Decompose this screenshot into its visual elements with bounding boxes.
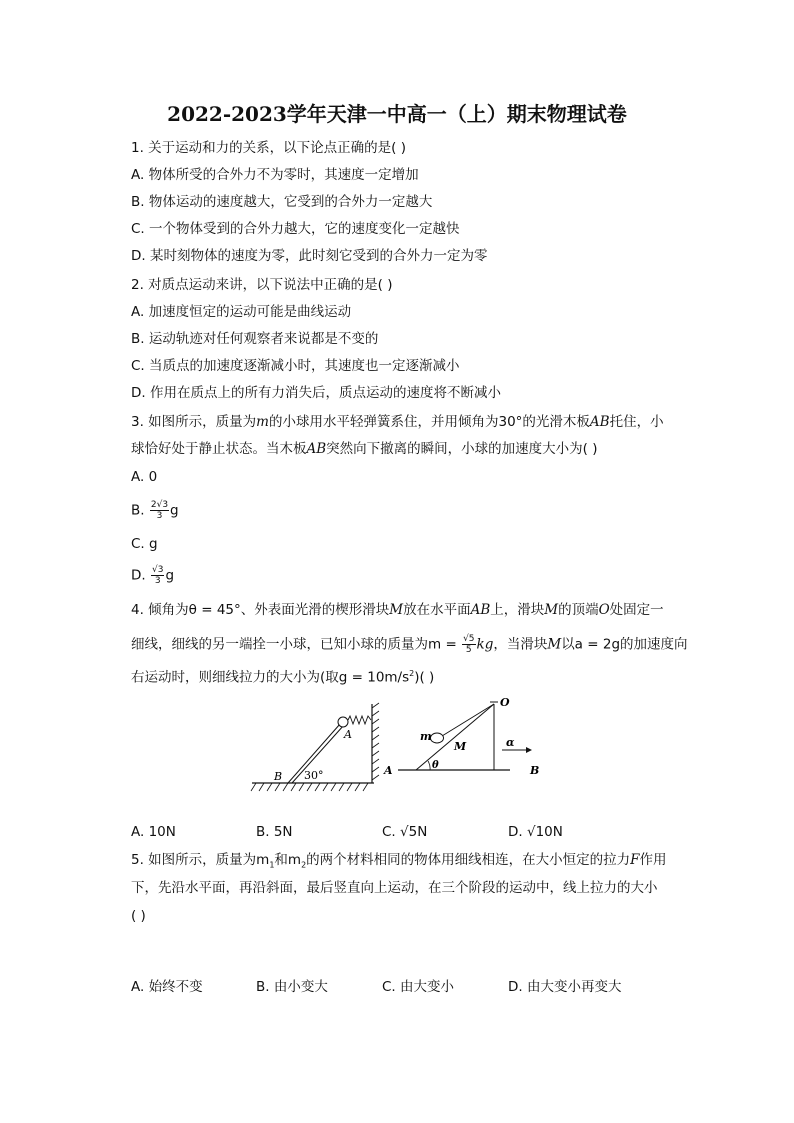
q5-option-c: C. 由大变小 [382, 979, 455, 995]
label-a: A [344, 728, 352, 741]
label-m: m [420, 730, 432, 743]
label-b: B [274, 770, 283, 783]
q3-text: 的小球用水平轻弹簧系住，并用倾角为30°的光滑木板 [268, 414, 590, 430]
q3-option-a: A. 0 [131, 469, 158, 485]
q4-var-m: M [544, 602, 559, 618]
q5-option-b: B. 由小变大 [256, 979, 328, 995]
q2-option-a: A. 加速度恒定的运动可能是曲线运动 [131, 304, 352, 320]
q5-stem-line1 [131, 850, 667, 876]
label-theta: θ [432, 760, 439, 771]
q4-text: )( ) [414, 669, 435, 686]
q5-text: 和m [274, 852, 302, 868]
fraction-denominator: 3 [154, 576, 161, 586]
fraction-denominator: 3 [156, 511, 163, 521]
q4-var-o: O [598, 602, 610, 618]
ball [431, 733, 444, 743]
q2-option-b: B. 运动轨迹对任何观察者来说都是不变的 [131, 331, 379, 347]
subscript: 1 [269, 860, 275, 870]
unit: g [165, 567, 175, 584]
q5-stem-line3: ( ) [131, 908, 146, 924]
q4-stem-line1 [131, 600, 664, 620]
q1-stem: 1. 关于运动和力的关系，以下论点正确的是( ) [131, 140, 406, 156]
q4-var-m: M [547, 636, 562, 653]
q4-option-d: D. √10N [508, 824, 563, 840]
label-alpha: α [506, 736, 515, 749]
q3-text: 突然向下撤离的瞬间，小球的加速度大小为( ) [326, 441, 598, 457]
q1-option-c: C. 一个物体受到的合外力越大，它的速度变化一定越快 [131, 221, 460, 237]
q5-option-d: D. 由大变小再变大 [508, 979, 622, 995]
label-big-m: M [454, 740, 467, 753]
ball [338, 717, 348, 727]
q4-text: 处固定一 [609, 602, 664, 618]
q3-var-ab: AB [589, 414, 610, 430]
q2-stem: 2. 对质点运动来讲，以下说法中正确的是( ) [131, 277, 393, 293]
q3-text: 3. 如图所示，质量为 [131, 414, 257, 430]
unit: g [170, 502, 179, 519]
option-label: D. [131, 567, 146, 584]
string [442, 704, 494, 736]
q5-stem-line2: 下，先沿水平面，再沿斜面，最后竖直向上运动，在三个阶段的运动中，线上拉力的大小 [131, 880, 658, 896]
q3-option-d [131, 565, 174, 586]
arrow-head-icon [526, 747, 532, 753]
q1-option-d: D. 某时刻物体的速度为零，此时刻它受到的合外力一定为零 [131, 248, 488, 264]
q3-var-ab: AB [306, 441, 327, 457]
q4-text: 4. 倾角为θ = 45°、外表面光滑的楔形滑块 [131, 602, 390, 618]
q4-stem-line2 [131, 634, 688, 655]
fraction [150, 500, 169, 521]
q3-option-c: C. g [131, 536, 158, 552]
q3-text: 托住，小 [609, 414, 664, 430]
label-a: A [384, 764, 393, 777]
wall-hatch [372, 703, 379, 780]
fraction-denominator: 5 [465, 645, 472, 655]
q4-text: 细线，细线的另一端拴一小球，已知小球的质量为m = [131, 636, 457, 653]
ground-hatch [251, 783, 368, 791]
figure-wedge [380, 692, 550, 782]
q3-option-b [131, 500, 179, 521]
label-o: O [500, 696, 510, 709]
q3-stem-line2 [131, 439, 598, 459]
figure-spring-incline [250, 698, 390, 798]
q5-text: 的两个材料相同的物体用细线相连，在大小恒定的拉力 [306, 852, 631, 868]
q4-text: 以a = 2g的加速度向 [561, 636, 688, 653]
option-label: B. [131, 502, 145, 519]
q5-option-a: A. 始终不变 [131, 979, 203, 995]
unit-kg: kg [476, 636, 494, 653]
fraction-numerator: √5 [463, 634, 475, 644]
angle-arc [428, 761, 430, 770]
q4-text: 的顶端 [558, 602, 599, 618]
q4-text: 上，滑块 [490, 602, 545, 618]
q4-text: 右运动时，则细线拉力的大小为(取g = 10m/s [131, 669, 410, 686]
q4-text: ，当滑块 [493, 636, 548, 653]
q5-var-f: F [630, 852, 640, 868]
q5-text: 5. 如图所示，质量为m [131, 852, 270, 868]
q1-option-b: B. 物体运动的速度越大，它受到的合外力一定越大 [131, 194, 433, 210]
q2-option-c: C. 当质点的加速度逐渐减小时，其速度也一定逐渐减小 [131, 358, 460, 374]
q3-stem-line1 [131, 412, 664, 432]
q3-var-m: m [256, 414, 269, 430]
q1-option-a: A. 物体所受的合外力不为零时，其速度一定增加 [131, 167, 419, 183]
spring [348, 716, 371, 724]
q4-option-c: C. √5N [382, 824, 428, 840]
q4-var-m: M [389, 602, 404, 618]
fraction-numerator: √3 [151, 565, 164, 575]
q4-text: 放在水平面 [403, 602, 471, 618]
q4-option-a: A. 10N [131, 824, 176, 840]
q4-stem-line3 [131, 664, 434, 688]
exam-title: 2022-2023学年天津一中高一（上）期末物理试卷 [167, 102, 627, 126]
label-angle: 30° [304, 769, 324, 782]
q3-text: 球恰好处于静止状态。当木板 [131, 441, 307, 457]
q2-option-d: D. 作用在质点上的所有力消失后，质点运动的速度将不断减小 [131, 385, 501, 401]
q4-var-ab: AB [470, 602, 491, 618]
label-b: B [530, 764, 540, 777]
q5-text: 作用 [639, 852, 667, 868]
q4-option-b: B. 5N [256, 824, 293, 840]
fraction-numerator: 2√3 [150, 500, 169, 510]
subscript: 2 [301, 860, 307, 870]
fraction [462, 634, 475, 655]
fraction [151, 565, 164, 586]
superscript: 2 [409, 669, 415, 678]
